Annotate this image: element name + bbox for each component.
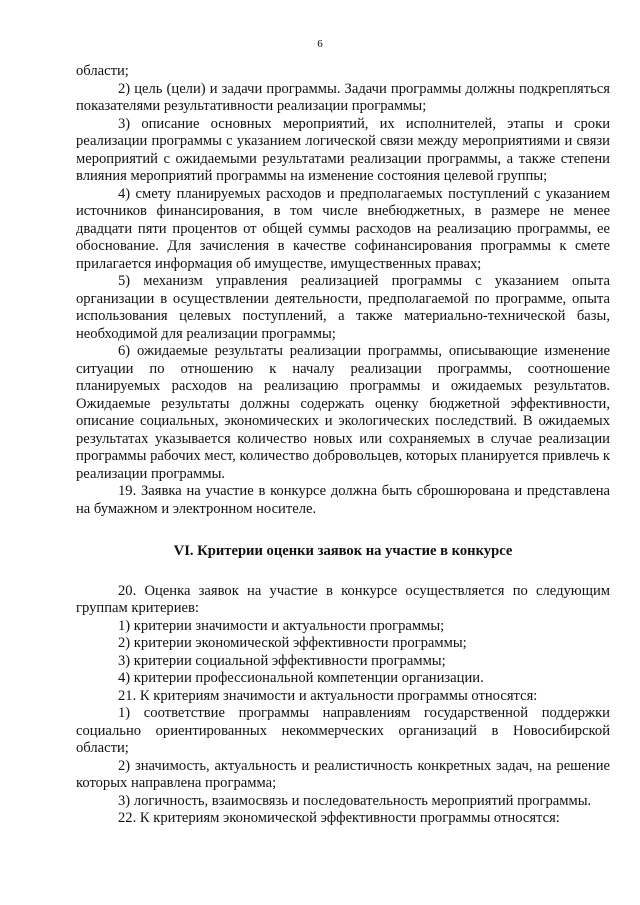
- paragraph: 20. Оценка заявок на участие в конкурсе осуществляется по следующим группам критериев:: [76, 582, 610, 616]
- paragraph: 5) механизм управления реализацией программы с указанием опыта организации в осуществлении деятельности, предполагаемой по программе, опыта использования целевых поступлений, а также материально-технической базы, необходимой для реализации программы;: [76, 273, 610, 342]
- paragraph: 3) критерии социальной эффективности программы;: [118, 652, 446, 669]
- paragraph: 4) смету планируемых расходов и предполагаемых поступлений с указанием источников финансирования, в том числе внебюджетных, в размере не менее двадцати пяти процентов от общей суммы расходов на реализацию программы, ее обоснование. Для зачисления в качестве софинансирования программы к смете прилагается информация об имуществе, имущественных правах;: [76, 185, 610, 272]
- page-content: [76, 63, 610, 828]
- paragraph: 3) логичность, взаимосвязь и последовательность мероприятий программы.: [118, 792, 592, 809]
- paragraph: 21. К критериям значимости и актуальности программы относятся:: [118, 687, 538, 704]
- paragraph: 2) критерии экономической эффективности программы;: [118, 635, 467, 651]
- section-heading: VI. Критерии оценки заявок на участие в конкурсе: [173, 543, 513, 559]
- paragraph: 22. К критериям экономической эффективности программы относятся:: [118, 810, 560, 826]
- paragraph: 2) цель (цели) и задачи программы. Задачи программы должны подкрепляться показателями результативности реализации программы;: [76, 80, 610, 114]
- paragraph: 1) критерии значимости и актуальности программы;: [118, 617, 445, 634]
- page-number: 6: [317, 38, 323, 50]
- paragraph: 1) соответствие программы направлениям государственной поддержки социально ориентированных некоммерческих организаций в Новосибирской области;: [76, 705, 610, 756]
- paragraph: 3) описание основных мероприятий, их исполнителей, этапы и сроки реализации программы с указанием логической связи между мероприятиями и связи мероприятий с ожидаемыми результатами реализации программы, а также степени влияния мероприятий программы на изменение состояния целевой группы;: [76, 115, 610, 184]
- paragraph: 4) критерии профессиональной компетенции организации.: [118, 670, 484, 686]
- paragraphs-before-heading: [76, 63, 610, 518]
- paragraph: области;: [76, 63, 129, 79]
- paragraph: 19. Заявка на участие в конкурсе должна быть сброшюрована и представлена на бумажном и электронном носителе.: [76, 483, 610, 517]
- paragraph: 6) ожидаемые результаты реализации программы, описывающие изменение ситуации по отношению к началу реализации программы, соотношение планируемых расходов на реализацию программы и ожидаемых результатов. Ожидаемые результаты должны содержать оценку бюджетной эффективности, описание социальных, экономических и экологических последствий. В ожидаемых результатах указывается количество новых или сохраняемых в случае реализации программы рабочих мест, количество добровольцев, которых планируется привлечь к реализации программы.: [76, 343, 610, 482]
- paragraphs-after-heading: [76, 583, 610, 828]
- paragraph: 2) значимость, актуальность и реалистичность конкретных задач, на решение которых направлена программа;: [76, 757, 610, 791]
